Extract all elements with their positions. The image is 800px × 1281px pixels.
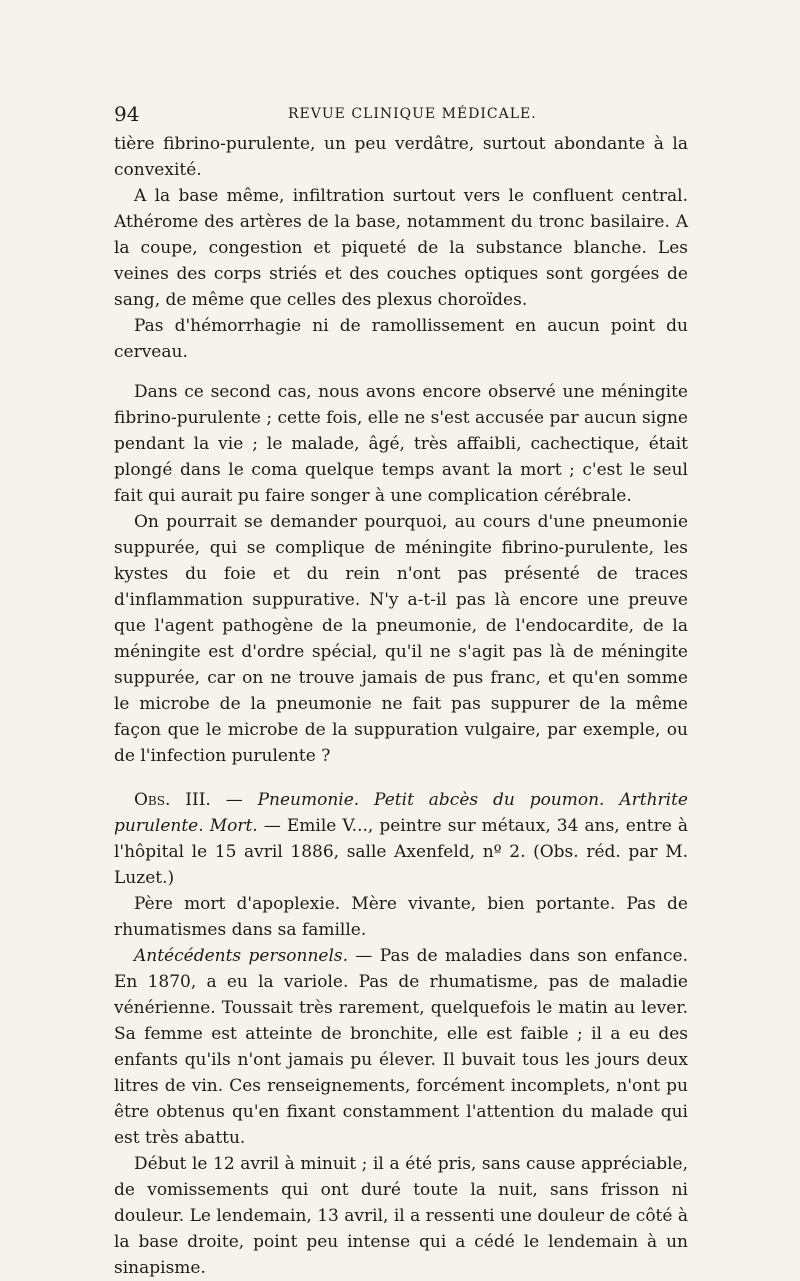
page-number: 94 bbox=[114, 102, 140, 126]
observation-dash: — bbox=[210, 790, 258, 810]
observation-title: Pneumonie. Petit abcès du poumon. Arthrite purulente. Mort. bbox=[114, 790, 688, 836]
paragraph-1: tière fibrino-purulente, un peu verdâtre, surtout abondante à la convexité. bbox=[114, 134, 688, 180]
paragraph-4: Dans ce second cas, nous avons encore observé une méningite fibrino-purulente ; cette fois, elle ne s'est accusée par aucun signe pendant la vie ; le malade, âgé, très affaibli, cachectique, était plongé dans le coma quelque temps avant la mort ; c'est le seul fait qui aurait pu faire songer à une complication cérébrale. bbox=[114, 382, 688, 506]
antecedents-text: — Pas de maladies dans son enfance. En 1870, a eu la variole. Pas de rhumatisme, pas de maladie vénérienne. Toussait très rarement, quelquefois le matin au lever. Sa femme est atteinte de bronchite, elle est faible ; il a eu des enfants qu'ils n'ont jamais pu élever. Il buvait tous les jours deux litres de vin. Ces renseignements, forcément incomplets, n'ont pu être obtenus qu'en fixant constamment l'attention du malade qui est très abattu. bbox=[114, 946, 688, 1148]
paragraph-6: Père mort d'apoplexie. Mère vivante, bien portante. Pas de rhumatismes dans sa famille. bbox=[114, 894, 688, 940]
paragraph-5: On pourrait se demander pourquoi, au cours d'une pneumonie suppurée, qui se complique de méningite fibrino-purulente, les kystes du foie et du rein n'ont pas présenté de traces d'inflammation suppurative. N'y a-t-il pas là encore une preuve que l'agent pathogène de la pneumonie, de l'endocardite, de la méningite est d'ordre spécial, qu'il ne s'agit pas là de méningite suppurée, car on ne trouve jamais de pus franc, et qu'en somme le microbe de la pneumonie ne fait pas suppurer de la même façon que le microbe de la suppuration vulgaire, par exemple, ou de l'infection purulente ? bbox=[114, 512, 688, 766]
paragraph-3: Pas d'hémorrhagie ni de ramollissement en aucun point du cerveau. bbox=[114, 316, 688, 362]
page-header bbox=[114, 102, 688, 128]
observation-heading bbox=[114, 787, 688, 891]
running-title: REVUE CLINIQUE MÉDICALE. bbox=[288, 106, 537, 122]
section-gap bbox=[114, 769, 688, 787]
paragraph-2: A la base même, infiltration surtout vers le confluent central. Athérome des artères de la base, notamment du tronc basilaire. A la coupe, congestion et piqueté de la substance blanche. Les veines des corps striés et des couches optiques sont gorgées de sang, de même que celles des plexus choroïdes. bbox=[114, 186, 688, 310]
body-text bbox=[114, 131, 688, 1281]
observation-details: — Emile V..., peintre sur métaux, 34 ans, entre à l'hôpital le 15 avril 1886, salle Axenfeld, nº 2. (Obs. réd. par M. Luzet.) bbox=[114, 816, 688, 888]
observation-label: Obs. III. bbox=[134, 790, 211, 810]
antecedents-label: Antécédents personnels. bbox=[134, 946, 349, 966]
paragraph-7 bbox=[114, 943, 688, 1151]
paragraph-8: Début le 12 avril à minuit ; il a été pris, sans cause appréciable, de vomissements qui ont duré toute la nuit, sans frisson ni douleur. Le lendemain, 13 avril, il a ressenti une douleur de côté à la base droite, point peu intense qui a cédé le lendemain à un sinapisme. bbox=[114, 1154, 688, 1278]
section-gap bbox=[114, 365, 688, 379]
